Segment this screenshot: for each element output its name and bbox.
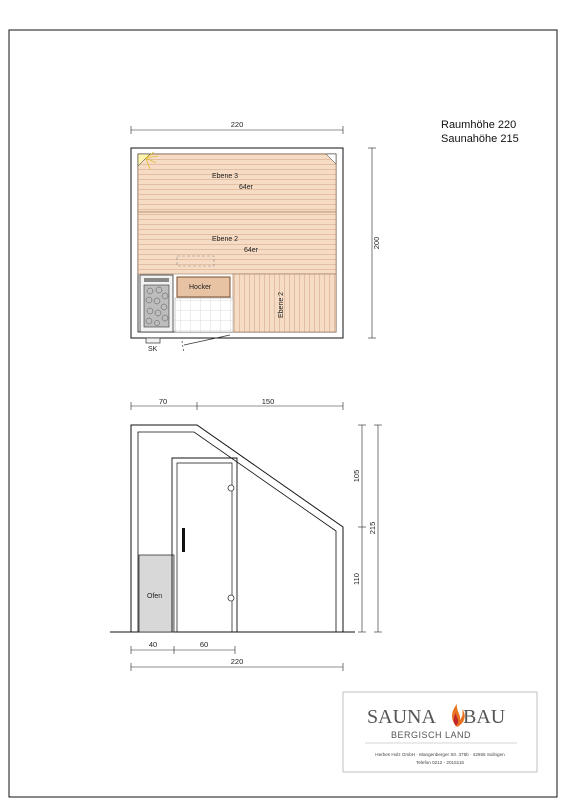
bench-side-label: Ebene 2 (278, 291, 285, 318)
logo-brand-left: SAUNA (367, 706, 436, 728)
bench-level-3-label: Ebene 3 (212, 173, 239, 180)
company-logo-box (343, 692, 537, 772)
bench-level-3 (138, 154, 336, 212)
bench-level-2-size: 64er (244, 247, 259, 254)
sheet-frame (9, 30, 557, 797)
door-handle (182, 528, 185, 552)
stool-label: Hocker (189, 284, 212, 291)
elevation-door-frame (172, 458, 237, 632)
floor-plan (131, 120, 381, 353)
elevation-view (110, 397, 382, 671)
elevation-top-left-label: 70 (158, 397, 168, 406)
plan-oven-control-strip (144, 278, 169, 282)
elevation-bottom-left-label: 40 (148, 640, 158, 649)
logo-tagline: BERGISCH LAND (390, 730, 472, 740)
elevation-right-upper-label: 105 (352, 469, 361, 483)
plan-depth-label: 200 (372, 236, 381, 250)
elevation-top-right-label: 150 (261, 397, 275, 406)
bench-level-2-label: Ebene 2 (212, 236, 239, 243)
door-hinge-top (228, 485, 234, 491)
oven-label: Ofen (147, 593, 163, 600)
bench-level-3-size: 64er (239, 184, 254, 191)
elevation-right-total-label: 215 (368, 521, 377, 535)
elevation-bottom-mid-label: 60 (199, 640, 209, 649)
logo-brand-right: BAU (463, 706, 506, 728)
logo-phone: Telefon 0212 - 2015115 (416, 760, 464, 765)
room-height-label: Raumhöhe 220 (441, 119, 517, 131)
logo-address: Herbes Holz GmbH · Mangenberger Str. 375b · 42655 Solingen (375, 752, 505, 757)
elevation-bottom-total-label: 220 (230, 657, 244, 666)
control-unit-label: SK (148, 346, 158, 353)
elevation-door-leaf (177, 463, 232, 632)
tiled-floor (175, 298, 233, 332)
elevation-right-lower-label: 110 (352, 573, 361, 585)
door-hinge-bottom (228, 595, 234, 601)
plan-width-label: 220 (230, 120, 244, 129)
sauna-height-label: Saunahöhe 215 (441, 133, 519, 145)
control-unit-sk (146, 338, 160, 343)
bench-level-2 (138, 212, 336, 274)
